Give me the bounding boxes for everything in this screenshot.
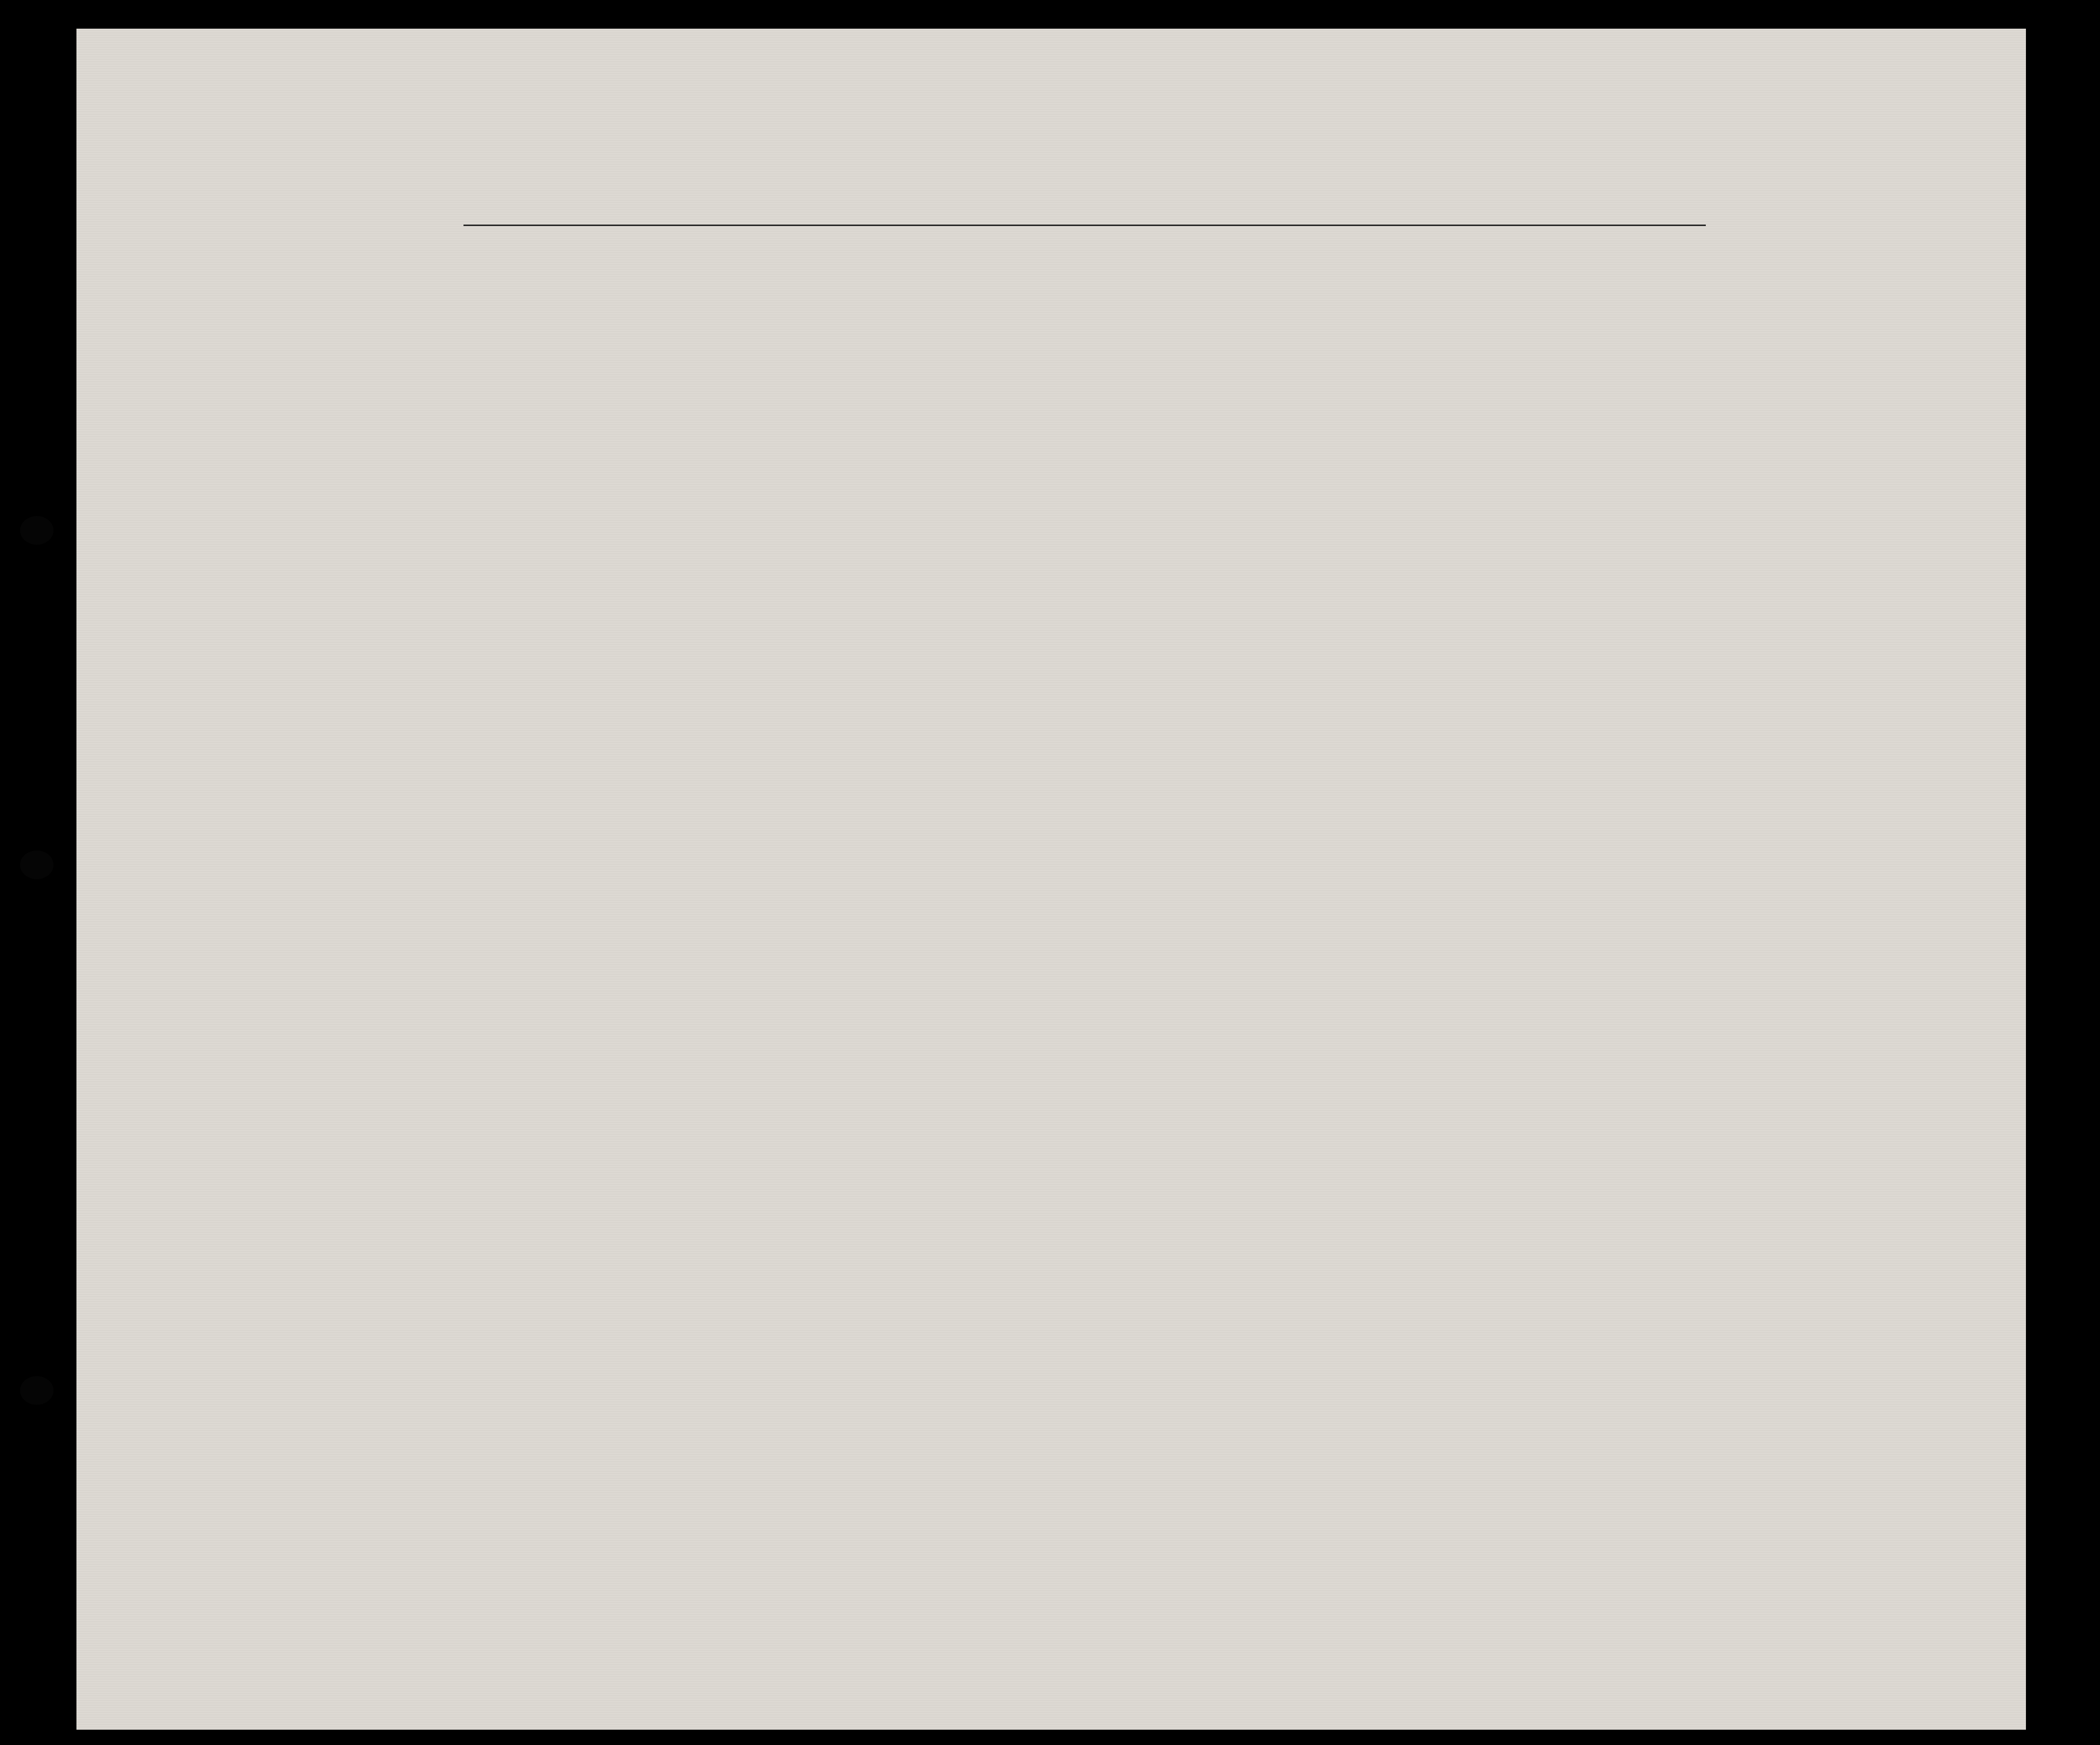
manifest-sheet [76,29,2026,1730]
binder-hole [20,1376,54,1405]
binder-hole [20,851,54,879]
binder-hole [20,516,54,545]
table-grid [76,29,2026,1730]
